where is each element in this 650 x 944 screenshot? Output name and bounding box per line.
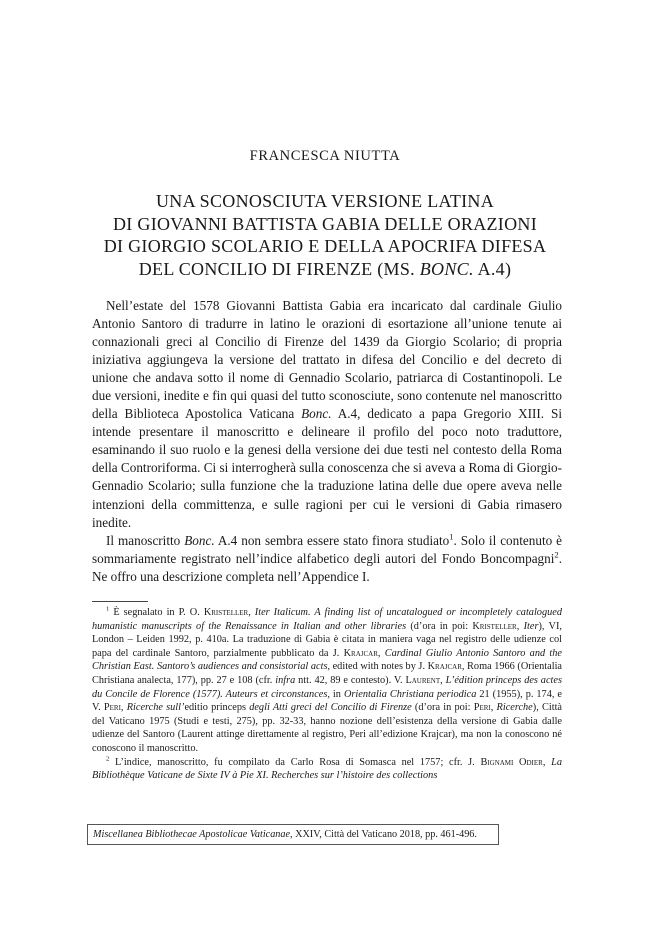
paragraph-1-text-a: Nell’estate del 1578 Giovanni Battista Gabia era incaricato dal cardinale Giulio Antonio Santoro di tradurre in latino le orazioni di esortazione all’unione tenute ai connazionali greci al Concilio di Firenze del 1439 da Giorgio Scolario; di propria iniziativa aggiungeva la versione del trattato in difesa del Concilio e del decreto di unione che andava sotto il nome di Gennadio Scolario, patriarca di Costantinopoli. Le due versioni, inedite e fin qui quasi del tutto sconosciute, sono contenute nel manoscritto della Biblioteca Apostolica Vaticana bbox=[92, 298, 562, 422]
fn-text: ntt. 42, 89 e contesto). V. bbox=[295, 674, 406, 686]
footnote-2-number: 2 bbox=[106, 755, 110, 763]
fn-text: (d’ora in poi: bbox=[406, 620, 473, 632]
fn-work-title: Ricerche bbox=[496, 702, 533, 714]
article-title bbox=[0, 190, 650, 280]
title-line-2: DI GIOVANNI BATTISTA GABIA DELLE ORAZIONI bbox=[113, 213, 537, 234]
fn-author: Peri bbox=[103, 702, 121, 714]
shelfmark-italic: Bonc. bbox=[301, 406, 332, 422]
title-line-4-text: DEL CONCILIO DI FIRENZE (MS. bbox=[138, 258, 420, 279]
fn-work-title: Ricerche sull’ bbox=[126, 702, 185, 714]
footnote-1-number: 1 bbox=[106, 605, 110, 613]
fn-work-title: infra bbox=[275, 674, 296, 686]
fn-text: , edited with notes by J. bbox=[327, 661, 428, 673]
paragraph-1-text-b: A.4, dedicato a papa Gregorio XIII. Si intende presentare il manoscritto e delineare il profilo del poco noto traduttore, esaminando il suo ruolo e la genesi della versione dei due testi nel contesto della Roma della Controriforma. Ci si interrogherà sulla conoscenza che si aveva a Roma di Giorgio-Gennadio Scolario; sulla funzione che la traduzione latina delle due opere aveva nelle intenzioni della committenza, e sulle ragioni per cui le versioni di Gabia rimasero inedite. bbox=[92, 406, 563, 530]
fn-text: ), VI, London – Leiden 1992, p. 410a. La traduzione di Gabia è citata in maniera vaga nel registro delle udienze col papa del cardinale Santoro, parzialmente pubblicato da J. bbox=[92, 620, 562, 659]
fn-author: Kristeller bbox=[203, 607, 249, 618]
footnote-ref-2[interactable]: 2 bbox=[554, 549, 559, 560]
fn-text: (d’ora in poi: bbox=[411, 702, 474, 714]
paragraph-2-text-a: Il manoscritto bbox=[106, 532, 185, 548]
fn-text: , bbox=[120, 702, 127, 714]
title-line-4-shelfmark: BONC. bbox=[419, 258, 474, 279]
title-line-4 bbox=[0, 258, 650, 281]
shelfmark-italic: Bonc. bbox=[184, 532, 215, 548]
footnote-2 bbox=[92, 756, 562, 783]
main-text bbox=[92, 297, 562, 586]
fn-text: L’indice, manoscritto, fu compilato da Carlo Rosa di Somasca nel 1757; cfr. J. bbox=[109, 756, 481, 768]
fn-text: , bbox=[440, 674, 446, 686]
paragraph-2-text-b: A.4 non sembra essere stato finora studiato bbox=[214, 532, 450, 548]
fn-text: , bbox=[516, 620, 524, 632]
fn-text: , bbox=[490, 702, 497, 714]
paragraph-2 bbox=[92, 532, 562, 586]
fn-work-title: Iter Italicum. A finding list of uncatalogued or incompletely catalogued humanistic manuscripts of the Renaissance in Italian and other libraries bbox=[92, 607, 562, 632]
fn-text: È segnalato in P. O. bbox=[109, 607, 204, 618]
fn-author: Laurent bbox=[405, 674, 441, 686]
fn-text: 21 (1955), p. 174, e V. bbox=[92, 688, 563, 714]
footnote-1 bbox=[92, 606, 562, 756]
fn-work-title: Cardinal Giulio Antonio Santoro and the Christian East. Santoro’s audiences and consistorial acts bbox=[92, 647, 562, 673]
title-line-3: DI GIORGIO SCOLARIO E DELLA APOCRIFA DIFESA bbox=[103, 236, 547, 256]
footnote-ref-1[interactable]: 1 bbox=[449, 531, 454, 542]
paragraph-1 bbox=[92, 297, 562, 532]
fn-text: , in bbox=[327, 688, 344, 700]
paragraph-2-text-c: . Solo il contenuto è sommariamente registrato nell’indice alfabetico degli autori del Fondo Boncompagni bbox=[92, 532, 563, 566]
fn-work-title: La Bibliothèque Vaticane de Sixte IV à Pie XI. Recherches sur l’histoire des collections bbox=[92, 756, 562, 782]
fn-work-title: Orientalia Christiana periodica bbox=[343, 688, 477, 700]
fn-text: , bbox=[248, 607, 255, 618]
fn-work-title: Iter bbox=[523, 620, 539, 632]
fn-text: , bbox=[377, 647, 385, 659]
author-name: FRANCESCA NIUTTA bbox=[249, 148, 401, 164]
footnotes bbox=[92, 606, 562, 783]
footer-series-title: Miscellanea Bibliothecae Apostolicae Vaticanae bbox=[93, 829, 290, 840]
footer-citation: , XXIV, Città del Vaticano 2018, pp. 461-496. bbox=[290, 829, 477, 840]
paragraph-2-text-d: . Ne offro una descrizione completa nell’Appendice I. bbox=[92, 550, 562, 584]
title-line-1: UNA SCONOSCIUTA VERSIONE LATINA bbox=[155, 191, 495, 211]
publication-footer bbox=[87, 824, 499, 845]
footnote-separator bbox=[92, 601, 148, 602]
fn-author: Bignami Odier bbox=[480, 756, 543, 768]
fn-author: Peri bbox=[473, 702, 491, 714]
fn-text: editio princeps bbox=[184, 702, 250, 714]
fn-text: ), Città del Vaticano 1975 (Studi e testi, 275), pp. 32-33, hanno nozione dell’esistenza della versione di Gabia dalle udienze del Santoro (Laurent attinge direttamente al registro, Peri all’edizione Krajcar), ma non la conoscono né conoscono il manoscritto. bbox=[92, 702, 563, 754]
fn-author: Krajcar bbox=[427, 661, 462, 673]
fn-text: , bbox=[542, 756, 552, 768]
fn-author: Kristeller bbox=[472, 620, 517, 632]
fn-text: , Roma 1966 (Orientalia Christiana analecta, 177), pp. 27 e 108 (cfr. bbox=[92, 661, 562, 686]
fn-work-title: degli Atti greci del Concilio di Firenze bbox=[249, 702, 412, 714]
fn-author: Krajcar bbox=[343, 647, 378, 659]
fn-work-title: L’édition princeps des actes du Concile de Florence (1577). Auteurs et circonstances bbox=[92, 674, 562, 700]
title-line-4-end: A.4) bbox=[473, 258, 512, 279]
